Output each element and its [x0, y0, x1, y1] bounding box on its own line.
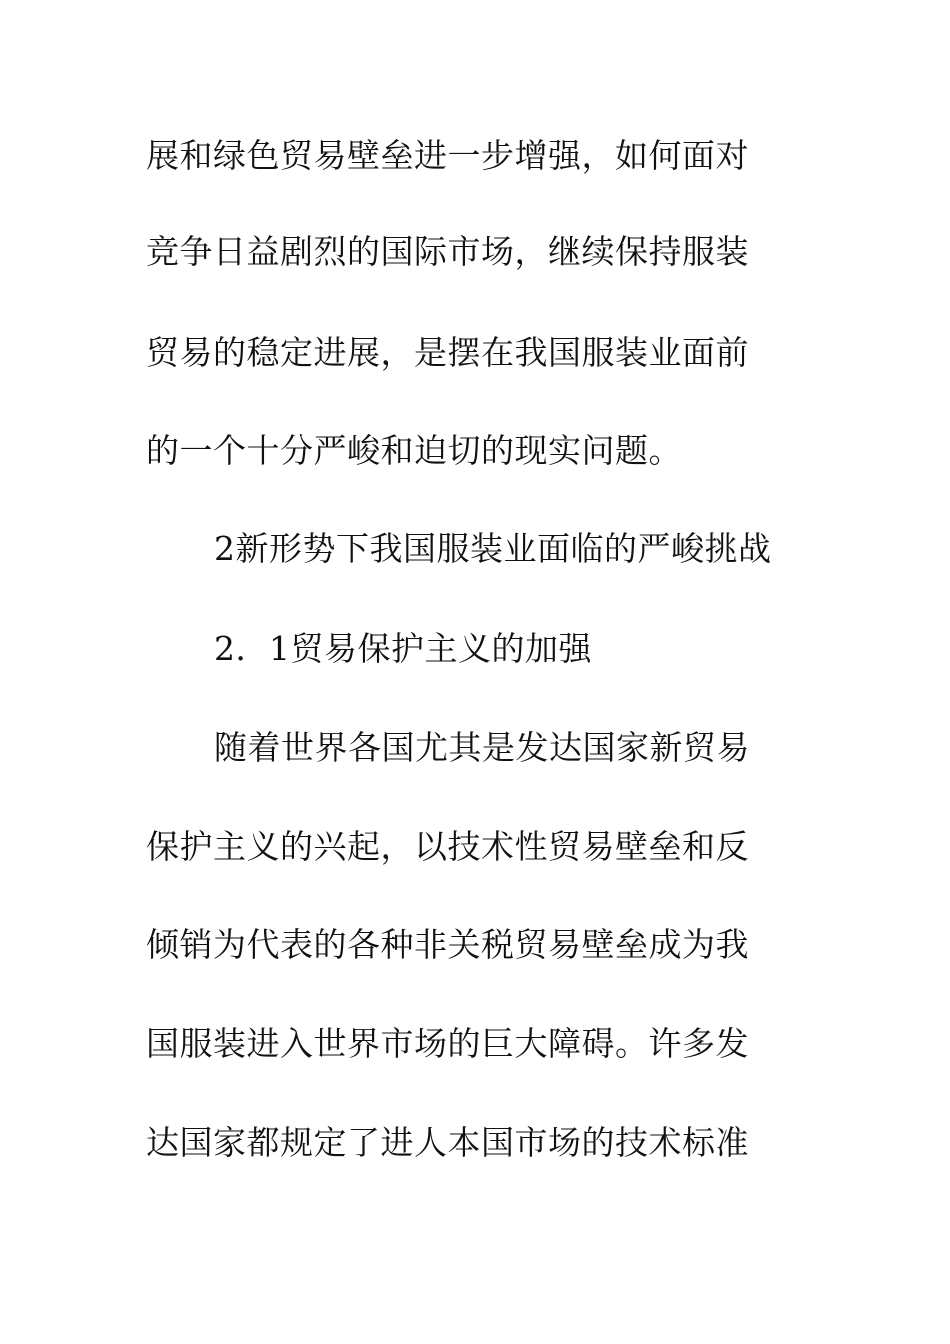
paragraph-line: 贸易的稳定进展，是摆在我国服装业面前 — [146, 333, 749, 372]
paragraph-line: 倾销为代表的各种非关税贸易壁垒成为我 — [146, 925, 749, 964]
paragraph-line: 的一个十分严峻和迫切的现实问题。 — [146, 431, 682, 470]
subsection-heading: 2．1贸易保护主义的加强 — [214, 629, 592, 668]
paragraph-line: 保护主义的兴起，以技术性贸易壁垒和反 — [146, 827, 749, 866]
section-heading: 2新形势下我国服装业面临的严峻挑战 — [214, 529, 772, 568]
paragraph-line: 达国家都规定了进人本国市场的技术标准 — [146, 1123, 749, 1162]
paragraph-line: 展和绿色贸易壁垒进一步增强，如何面对 — [146, 136, 749, 175]
paragraph-line: 国服装进入世界市场的巨大障碍。许多发 — [146, 1024, 749, 1063]
paragraph-line: 随着世界各国尤其是发达国家新贸易 — [214, 728, 750, 767]
paragraph-line: 竞争日益剧烈的国际市场，继续保持服装 — [146, 232, 749, 271]
